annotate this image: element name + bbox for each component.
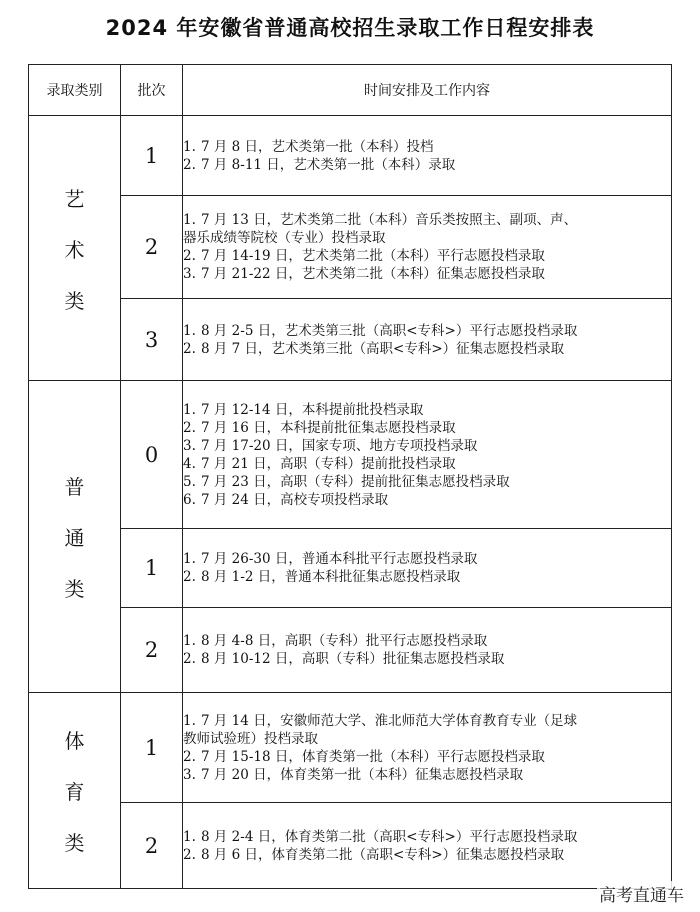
list-item [183, 455, 671, 473]
category-char: 类 [64, 288, 85, 313]
item-text: 7 月 8-11 日，艺术类第一批（本科）录取 [201, 156, 456, 173]
category-char: 普 [64, 475, 85, 499]
item-text: 7 月 14 日，安徽师范大学、淮北师范大学体育教育专业（足球 [201, 712, 578, 729]
batch-cell: 2 [121, 803, 183, 889]
item-number: 1. [183, 633, 196, 649]
content-cell [183, 803, 672, 889]
list-item [183, 491, 671, 509]
item-text: 7 月 23 日，高职（专科）提前批征集志愿投档录取 [201, 473, 510, 490]
list-item [183, 419, 671, 437]
item-text: 8 月 2-5 日，艺术类第三批（高职<专科>）平行志愿投档录取 [201, 322, 578, 339]
item-text: 8 月 4-8 日，高职（专科）批平行志愿投档录取 [201, 633, 488, 649]
list-item [183, 568, 671, 586]
table-header-row [29, 65, 672, 116]
list-item [183, 340, 671, 358]
schedule-table [28, 64, 672, 889]
item-text: 8 月 1-2 日，普通本科批征集志愿投档录取 [201, 569, 461, 585]
header-content: 时间安排及工作内容 [183, 65, 672, 116]
content-cell [183, 693, 672, 803]
list-item [183, 846, 671, 864]
item-text: 8 月 2-4 日，体育类第二批（高职<专科>）平行志愿投档录取 [201, 828, 578, 845]
list-item [183, 437, 671, 455]
category-char: 类 [64, 831, 85, 855]
table-row [29, 529, 672, 608]
item-number: 3. [183, 266, 196, 282]
category-char: 艺 [64, 186, 85, 211]
item-text: 7 月 24 日，高校专项投档录取 [201, 491, 389, 508]
item-text: 8 月 6 日，体育类第二批（高职<专科>）征集志愿投档录取 [201, 846, 565, 863]
item-text: 7 月 13 日，艺术类第二批（本科）音乐类按照主、副项、声、 [201, 212, 578, 228]
item-text: 8 月 7 日，艺术类第三批（高职<专科>）征集志愿投档录取 [201, 340, 565, 357]
list-item-continuation [183, 730, 671, 748]
header-category: 录取类别 [29, 65, 121, 116]
batch-cell: 1 [121, 693, 183, 803]
item-text: 7 月 21 日，高职（专科）提前批投档录取 [201, 455, 456, 472]
page-title: 2024 年安徽省普通高校招生录取工作日程安排表 [105, 16, 595, 40]
item-number: 3. [183, 766, 196, 783]
content-cell [183, 299, 672, 381]
category-char: 育 [64, 780, 85, 804]
category-char: 术 [64, 237, 85, 262]
item-number: 1. [183, 212, 196, 228]
item-text: 7 月 8 日，艺术类第一批（本科）投档 [201, 138, 434, 155]
category-general [29, 381, 121, 693]
table-row [29, 608, 672, 693]
item-number: 2. [183, 748, 196, 765]
item-text: 器乐成绩等院校（专业）投档录取 [183, 230, 386, 246]
table-row [29, 693, 672, 803]
batch-cell: 1 [121, 116, 183, 196]
list-item [183, 748, 671, 766]
item-number: 2. [183, 651, 196, 667]
list-item [183, 473, 671, 491]
category-char: 类 [64, 577, 85, 601]
header-batch: 批次 [121, 65, 183, 116]
item-number: 2. [183, 340, 196, 357]
table-row [29, 196, 672, 299]
batch-cell: 0 [121, 381, 183, 529]
batch-cell: 2 [121, 608, 183, 693]
item-number: 5. [183, 473, 196, 490]
item-text: 8 月 10-12 日，高职（专科）批征集志愿投档录取 [201, 651, 505, 667]
list-item [183, 247, 671, 265]
batch-cell: 2 [121, 196, 183, 299]
item-number: 1. [183, 138, 196, 155]
item-number: 2. [183, 248, 196, 264]
list-item [183, 211, 671, 229]
table-row [29, 803, 672, 889]
item-text: 7 月 15-18 日，体育类第一批（本科）平行志愿投档录取 [201, 748, 545, 765]
list-item [183, 650, 671, 668]
item-text: 7 月 16 日，本科提前批征集志愿投档录取 [201, 419, 456, 436]
item-text: 7 月 12-14 日，本科提前批投档录取 [201, 401, 424, 418]
item-number: 1. [183, 401, 196, 418]
list-item-continuation [183, 229, 671, 247]
list-item [183, 766, 671, 784]
item-number: 2. [183, 846, 196, 863]
item-text: 7 月 14-19 日，艺术类第二批（本科）平行志愿投档录取 [201, 248, 545, 264]
item-text: 7 月 20 日，体育类第一批（本科）征集志愿投档录取 [201, 766, 524, 783]
table-row [29, 381, 672, 529]
batch-cell: 3 [121, 299, 183, 381]
item-number: 1. [183, 322, 196, 339]
item-number: 4. [183, 455, 196, 472]
item-number: 1. [183, 828, 196, 845]
list-item [183, 401, 671, 419]
item-number: 3. [183, 437, 196, 454]
list-item [183, 712, 671, 730]
category-char: 通 [64, 526, 85, 550]
list-item [183, 828, 671, 846]
item-text: 教师试验班）投档录取 [183, 730, 318, 747]
item-number: 2. [183, 419, 196, 436]
item-text: 7 月 26-30 日，普通本科批平行志愿投档录取 [201, 551, 478, 567]
content-cell [183, 529, 672, 608]
content-cell [183, 196, 672, 299]
category-pe [29, 693, 121, 889]
list-item [183, 138, 671, 156]
item-number: 2. [183, 569, 196, 585]
item-text: 7 月 17-20 日，国家专项、地方专项投档录取 [201, 437, 478, 454]
list-item [183, 322, 671, 340]
item-number: 1. [183, 551, 196, 567]
item-number: 2. [183, 156, 196, 173]
category-char: 体 [64, 729, 85, 753]
table-row [29, 116, 672, 196]
list-item [183, 632, 671, 650]
content-cell [183, 116, 672, 196]
list-item [183, 550, 671, 568]
table-row [29, 299, 672, 381]
item-text: 7 月 21-22 日，艺术类第二批（本科）征集志愿投档录取 [201, 266, 545, 282]
content-cell [183, 608, 672, 693]
content-cell [183, 381, 672, 529]
batch-cell: 1 [121, 529, 183, 608]
list-item [183, 156, 671, 174]
item-number: 6. [183, 491, 196, 508]
watermark: 高考直通车 [597, 881, 686, 906]
item-number: 1. [183, 712, 196, 729]
category-art [29, 116, 121, 381]
list-item [183, 265, 671, 283]
